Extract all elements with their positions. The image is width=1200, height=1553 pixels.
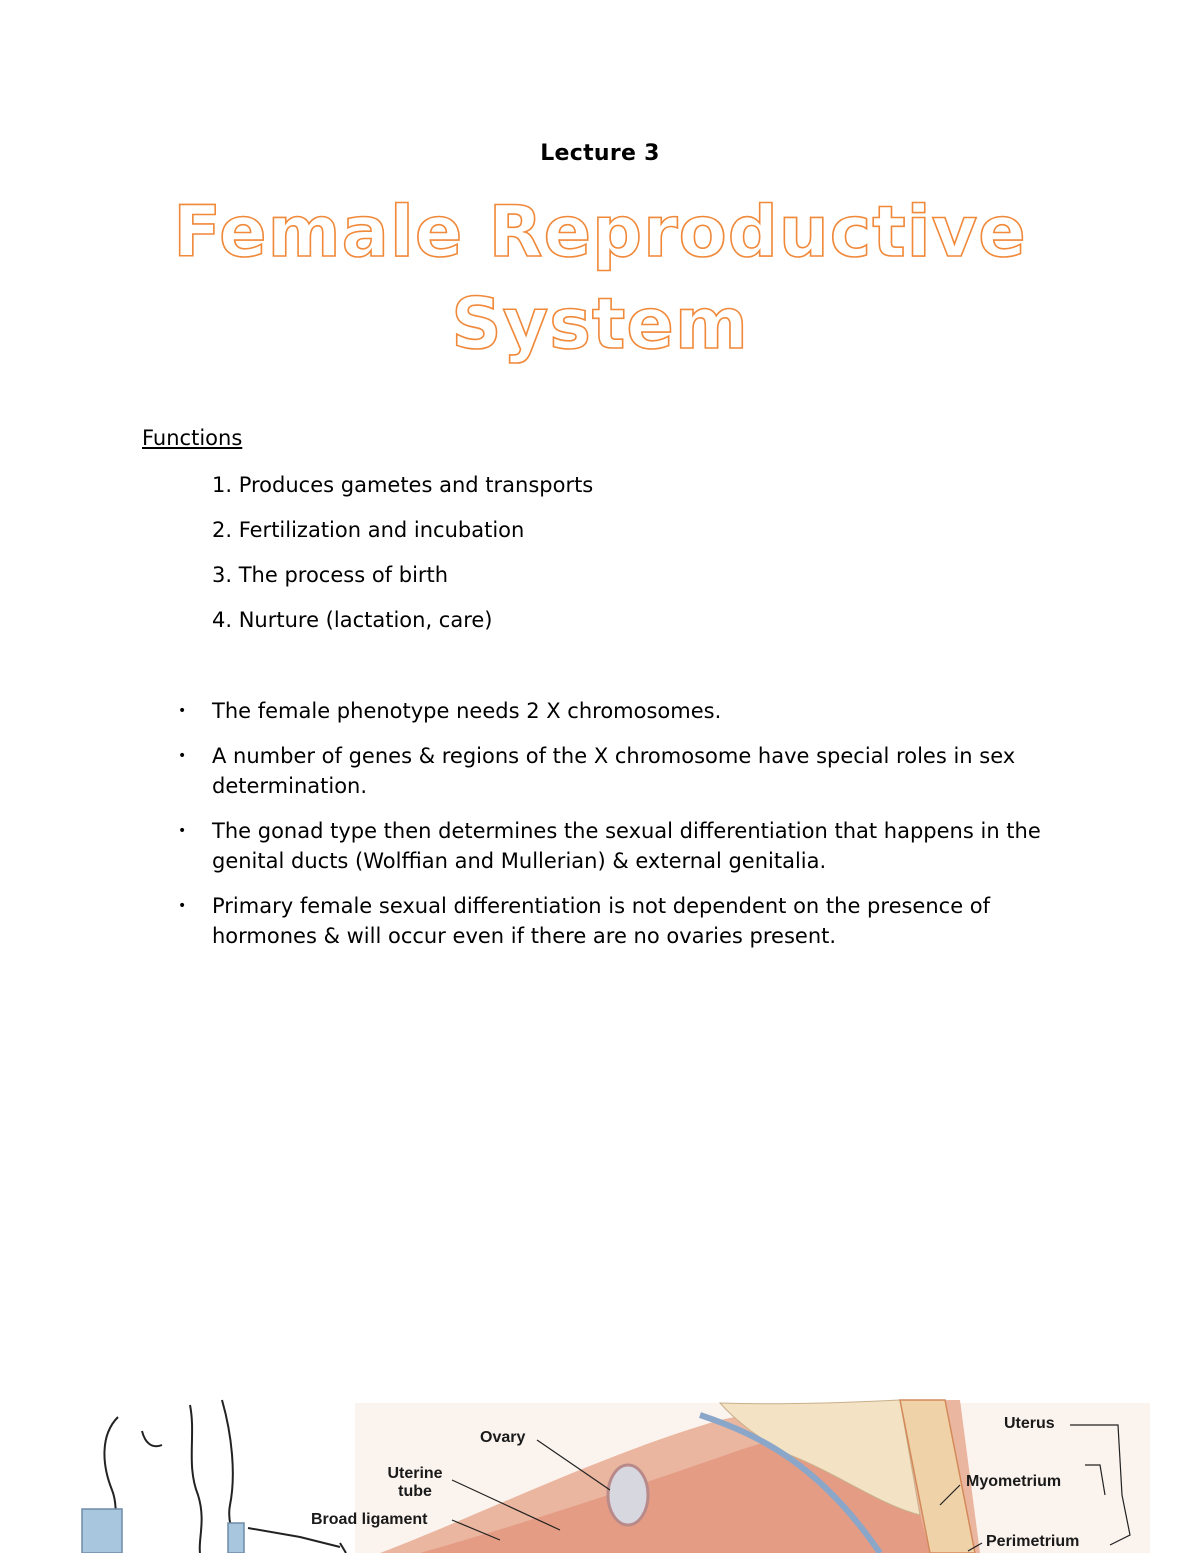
ovary-shape (608, 1465, 648, 1525)
label-uterine-tube (380, 1465, 450, 1501)
label-perimetrium: Perimetrium (986, 1533, 1080, 1550)
bullet-icon: • (178, 703, 187, 719)
list-item: 3. The process of birth (212, 563, 449, 587)
label-uterine-tube-line1: Uterine (387, 1465, 443, 1482)
list-item (178, 816, 1072, 876)
list-item: 1. Produces gametes and transports (212, 473, 594, 497)
fact-text: The gonad type then determines the sexual differentiation that happens in the genital ducts (Wolffian and Mullerian) & external genitalia. (212, 819, 1041, 873)
bullet-icon: • (178, 823, 187, 839)
label-uterine-tube-line2: tube (398, 1483, 432, 1500)
bullet-icon: • (178, 748, 187, 764)
fact-text: The female phenotype needs 2 X chromosomes. (212, 699, 722, 723)
label-broad-ligament: Broad ligament (311, 1511, 428, 1528)
fact-text: Primary female sexual differentiation is not dependent on the presence of hormones & will occur even if there are no ovaries present. (212, 894, 991, 948)
label-uterus: Uterus (1004, 1415, 1055, 1432)
list-item (178, 891, 1072, 951)
list-item: 2. Fertilization and incubation (212, 518, 525, 542)
body-outline-sketch (104, 1400, 346, 1553)
label-ovary: Ovary (480, 1429, 526, 1446)
list-item (178, 696, 1072, 726)
list-item (178, 741, 1072, 801)
fact-text: A number of genes & regions of the X chromosome have special roles in sex determination. (212, 744, 1016, 798)
list-item: 4. Nurture (lactation, care) (212, 608, 493, 632)
blue-box (82, 1509, 122, 1553)
functions-list (212, 470, 593, 650)
blue-box-2 (228, 1523, 244, 1553)
title-line-1: Female Reproductive (173, 191, 1027, 273)
facts-list (178, 696, 1072, 966)
functions-heading: Functions (142, 426, 243, 450)
lecture-number: Lecture 3 (540, 141, 660, 166)
anatomy-figure (0, 1395, 1200, 1553)
bullet-icon: • (178, 898, 187, 914)
label-myometrium: Myometrium (966, 1473, 1062, 1490)
title-line-2: System (451, 283, 749, 365)
page-title (0, 186, 1200, 370)
